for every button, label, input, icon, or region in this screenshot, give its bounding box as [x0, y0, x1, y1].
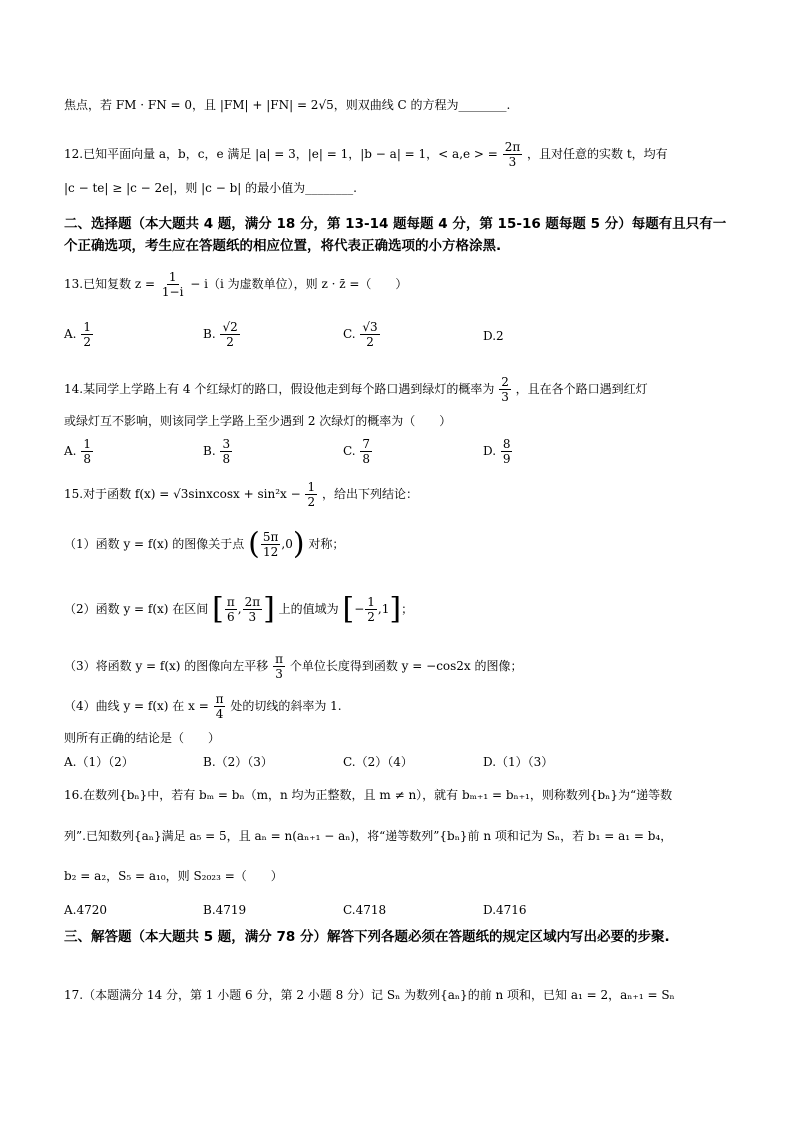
c3-num: π	[275, 652, 284, 666]
frac-den: 2	[366, 335, 374, 349]
c3-post: 个单位长度得到函数 y = −cos2x 的图像；	[289, 659, 523, 673]
c2-c-num: 1	[367, 595, 375, 609]
q13-fraction	[160, 270, 186, 299]
q14-line-1	[64, 375, 648, 404]
q15-den: 2	[307, 495, 316, 509]
frac-den: 8	[362, 452, 371, 466]
c1-tail: 对称；	[308, 537, 345, 551]
frac-num: 8	[502, 437, 511, 451]
q13-option-d[interactable]	[483, 329, 504, 343]
option-label: D.	[483, 444, 497, 458]
c2-tail: ；	[401, 602, 414, 616]
q14-pre: 14.某同学上学路上有 4 个红绿灯的路口，假设他走到每个路口遇到绿灯的概率为	[64, 382, 495, 396]
option-fraction	[360, 320, 379, 349]
option-label: C.	[343, 444, 356, 458]
q16-line-2: 列”.已知数列{aₙ}满足 a₅ = 5，且 aₙ = n(aₙ₊₁ − aₙ)，将“递等数列”{bₙ}前 n 项和记为 Sₙ，若 b₁ = a₁ = b₄，	[64, 829, 673, 843]
paren-right: )	[292, 526, 305, 562]
c4-den: 4	[215, 707, 224, 721]
c2-a-num: π	[226, 595, 235, 609]
c1-den: 12	[262, 545, 279, 559]
q13-num: 1	[168, 270, 177, 284]
frac-den: 8	[83, 452, 91, 466]
q15-stem	[64, 480, 418, 509]
q17-stem: 17.（本题满分 14 分，第 1 小题 6 分，第 2 小题 8 分）记 Sₙ 为数列{aₙ}的前 n 项和，已知 a₁ = 2，aₙ₊₁ = Sₙ	[64, 988, 675, 1002]
q16-line-1: 16.在数列{bₙ}中，若有 bₘ = bₙ（m，n 均为正整数，且 m ≠ n），就有 bₘ₊₁ = bₙ₊₁，则称数列{bₙ}为“递等数	[64, 788, 673, 802]
c3-fraction	[273, 652, 285, 681]
c1-pre: （1）函数 y = f(x) 的图像关于点	[64, 537, 245, 551]
c2-pre: （2）函数 y = f(x) 在区间	[64, 602, 209, 616]
q13-option-c[interactable]	[343, 320, 381, 349]
q15-option-d[interactable]: D.（1）（3）	[483, 755, 554, 769]
q13-pre: 13.已知复数 z =	[64, 277, 156, 291]
q13-den: 1−i	[161, 285, 184, 299]
bracket-right: ]	[389, 591, 402, 627]
q14-post: ，且在各个路口遇到红灯	[515, 382, 648, 396]
section-2-heading: 二、选择题（本大题共 4 题，满分 18 分，第 13-14 题每题 4 分，第 15-16 题每题 5 分）每题有且只有一个正确选项，考生应在答题纸的相应位置，将代表正确选项的小方格涂黑.	[64, 216, 727, 254]
frac-num: √2	[222, 320, 238, 334]
c3-pre: （3）将函数 y = f(x) 的图像向左平移	[64, 659, 269, 673]
c4-pre: （4）曲线 y = f(x) 在 x =	[64, 699, 209, 713]
q14-line-2: 或绿灯互不影响，则该同学上学路上至少遇到 2 次绿灯的概率为（ ）	[64, 414, 452, 428]
q15-conclusion-4	[64, 692, 342, 721]
q13-option-b[interactable]	[203, 320, 241, 349]
option-label: A.	[64, 327, 77, 341]
q15-ask: 则所有正确的结论是（ ）	[64, 731, 221, 745]
q14-option-c[interactable]	[343, 437, 373, 466]
q14-fraction	[499, 375, 511, 404]
q15-num: 1	[307, 480, 316, 494]
c2-a-den: 6	[226, 610, 235, 624]
c4-num: π	[215, 692, 224, 706]
bracket-right: ]	[263, 591, 275, 627]
q11-tail: 焦点，若 FM · FN = 0，且 |FM| + |FN| = 2√5，则双曲线 C 的方程为________.	[64, 98, 511, 112]
c2-c-den: 2	[367, 610, 375, 624]
q14-option-b[interactable]	[203, 437, 233, 466]
q12-line-1	[64, 140, 668, 169]
q14-num: 2	[501, 375, 509, 389]
q15-fraction	[305, 480, 317, 509]
frac-num: 7	[362, 437, 371, 451]
option-fraction	[81, 320, 93, 349]
c2-fraction-c	[365, 595, 377, 624]
bracket-left: [	[342, 591, 355, 627]
option-label: A.	[64, 444, 77, 458]
c2-fraction-a	[225, 595, 237, 624]
section-3-heading: 三、解答题（本大题共 5 题，满分 78 分）解答下列各题必须在答题纸的规定区域内写出必要的步聚.	[64, 929, 670, 945]
q16-option-b[interactable]: B.4719	[203, 903, 247, 917]
q12-frac-den: 3	[508, 155, 517, 169]
c1-post: ,0	[281, 537, 293, 551]
option-label: C.	[343, 327, 356, 341]
option-label: B.	[203, 444, 216, 458]
q15-pre: 15.对于函数 f(x) = √3sinxcosx + sin²x −	[64, 487, 301, 501]
q16-option-a[interactable]: A.4720	[64, 903, 108, 917]
q12-text-1: 12.已知平面向量 a，b，c，e 满足 |a| = 3，|e| = 1，|b − a| = 1，< a,e > =	[64, 147, 498, 161]
c1-fraction	[261, 530, 281, 559]
q15-option-b[interactable]: B.（2）（3）	[203, 755, 273, 769]
q12-fraction	[503, 140, 523, 169]
q16-line-3: b₂ = a₂，S₅ = a₁₀，则 S₂₀₂₃ =（ ）	[64, 869, 283, 883]
option-fraction	[220, 320, 239, 349]
q14-den: 3	[501, 390, 509, 404]
q15-post: ，给出下列结论：	[321, 487, 418, 501]
option-fraction	[360, 437, 372, 466]
c4-post: 处的切线的斜率为 1.	[230, 699, 342, 713]
paren-left: (	[248, 526, 260, 562]
q12-text-1-tail: ，且对任意的实数 t，均有	[527, 147, 668, 161]
q14-option-a[interactable]	[64, 437, 94, 466]
q15-option-c[interactable]: C.（2）（4）	[343, 755, 413, 769]
q16-option-c[interactable]: C.4718	[343, 903, 387, 917]
frac-den: 9	[502, 452, 511, 466]
frac-num: 1	[83, 437, 91, 451]
option-label: B.	[203, 327, 216, 341]
q15-conclusion-2: （2）函数 y = f(x) 在区间 [ $\frac{\pi}{6}$ , $\frac{2\pi}{3}$ ] 上的值域为 [− $\frac{1}{2}$ ,1]；	[64, 591, 414, 627]
c2-b-den: 3	[248, 610, 257, 624]
option-fraction	[220, 437, 232, 466]
frac-den: 8	[222, 452, 231, 466]
frac-den: 2	[226, 335, 234, 349]
frac-num: √3	[362, 320, 378, 334]
frac-num: 3	[222, 437, 231, 451]
frac-den: 2	[83, 335, 91, 349]
c1-num: 5π	[262, 530, 279, 544]
bracket-left: [	[212, 591, 224, 627]
c2-b-num: 2π	[244, 595, 261, 609]
q13-post: − i（i 为虚数单位），则 z · z̄ =（ ）	[190, 277, 408, 291]
q14-option-d[interactable]	[483, 437, 513, 466]
q15-conclusion-3	[64, 652, 523, 681]
q15-conclusion-1	[64, 526, 345, 562]
q15-option-a[interactable]: A.（1）（2）	[64, 755, 134, 769]
q11-tail-text	[64, 97, 510, 113]
c3-den: 3	[275, 667, 283, 681]
c2-fraction-b	[243, 595, 263, 624]
option-label: D.2	[483, 329, 504, 343]
q13-stem	[64, 270, 407, 299]
c2-mid: 上的值域为	[278, 602, 339, 616]
option-fraction	[81, 437, 93, 466]
q12-line-2	[64, 180, 357, 196]
q16-option-d[interactable]: D.4716	[483, 903, 527, 917]
q12-frac-num: 2π	[504, 140, 521, 154]
q13-option-a[interactable]	[64, 320, 94, 349]
c4-fraction	[214, 692, 226, 721]
frac-num: 1	[83, 320, 91, 334]
q12-text-2: |c − te| ≥ |c − 2e|，则 |c − b| 的最小值为________.	[64, 181, 357, 195]
option-fraction	[501, 437, 513, 466]
